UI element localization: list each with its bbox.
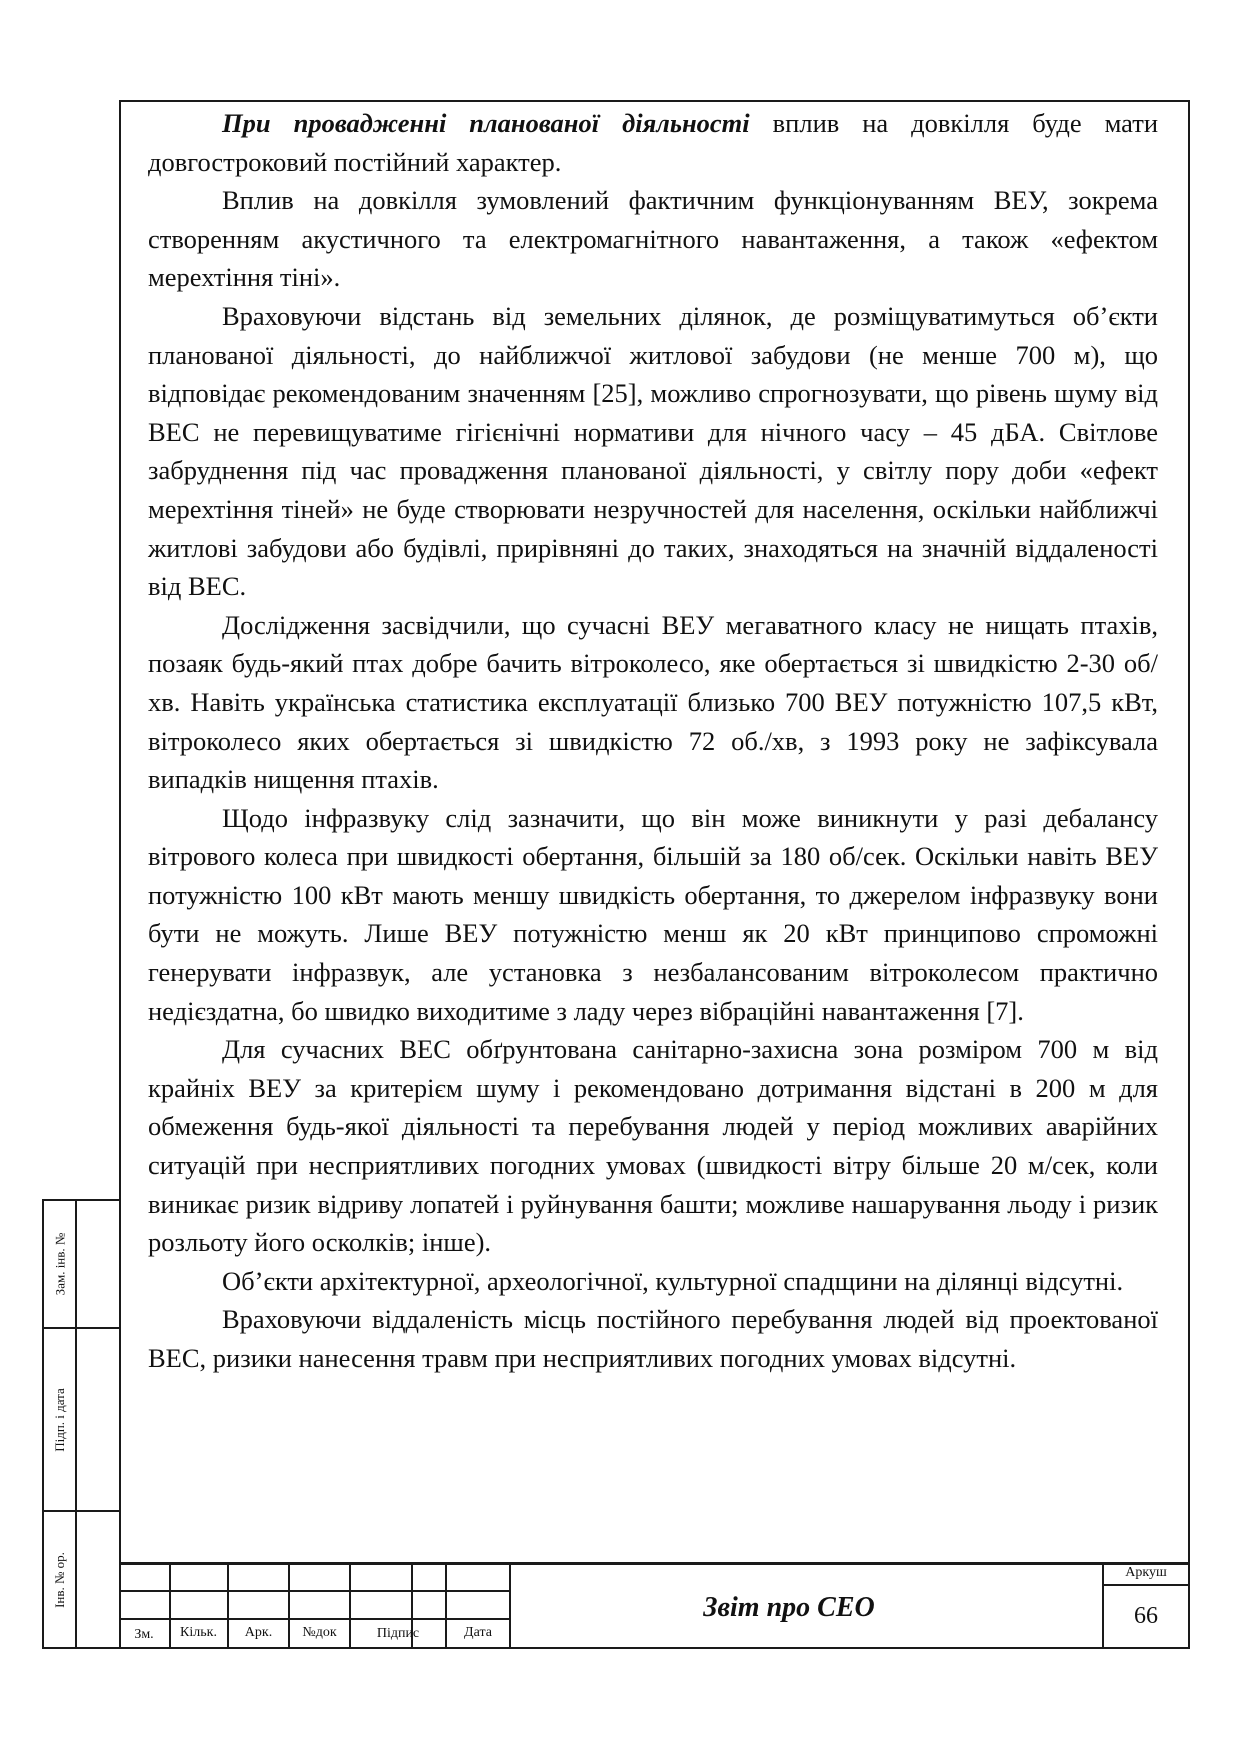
column-label-sheet: Арк. <box>244 1625 273 1640</box>
paragraph-5: Щодо інфразвуку слід зазначити, що він може виникнути у разі дебалансу вітрового колеса при швидкості обертання, більшій за 180 об/сек. Оскільки навіть ВЕУ потужністю 100 кВт мають меншу швидкість обертання, то джерелом інфразвуку вони бути не можуть. Лише ВЕУ потужністю менш як 20 кВт принципово спроможні генерувати інфразвук, але установка з незбалансованим вітроколесом практично недієздатна, бо швидко виходитиме з ладу через вібраційні навантаження [7]. <box>148 802 1158 1026</box>
paragraph-6: Для сучасних ВЕС обґрунтована санітарно-захисна зона розміром 700 м від крайніх ВЕУ за критерієм шуму і рекомендовано дотримання відстані в 200 м для обмеження будь-якої діяльності та перебування людей у період можливих аварійних ситуацій при несприятливих погодних умовах (швидкості вітру більше 20 м/сек, коли виникає ризик відриву лопатей і руйнування башти; можливе нашарування льоду і ризик розльоту його осколків; інше). <box>148 1034 1158 1258</box>
paragraph-3: Враховуючи відстань від земельних ділянок, де розміщуватимуться об’єкти планованої діяльності, до найближчої житлової забудови (не менше 700 м), що відповідає рекомендованим значенням [25], можливо спрогнозувати, що рівень шуму від ВЕС не перевищуватиме гігієнічні нормативи для нічного часу – 45 дБА. Світлове забруднення під час провадження планованої діяльності, у світлу пору доби «ефект мерехтіння тіней» не буде створювати незручностей для населення, оскільки найближчі житлові забудови або будівлі, прирівняні до таких, знаходяться на значній віддаленості від ВЕС. <box>148 300 1158 602</box>
title-block <box>119 1562 1190 1649</box>
paragraph-1-lead: При провадженні планованої діяльності <box>222 108 750 138</box>
column-label-quantity: Кільк. <box>180 1625 217 1640</box>
sheet-label: Аркуш <box>1125 1565 1167 1580</box>
left-stamp-label-replacement: Зам. інв. № <box>52 1232 67 1296</box>
left-stamp <box>42 1199 121 1649</box>
paragraph-4: Дослідження засвідчили, що сучасні ВЕУ мегаватного класу не нищать птахів, позаяк будь-який птах добре бачить вітроколесо, яке обертається зі швидкістю 2-30 об/хв. Навіть українська статистика експлуатації близько 700 ВЕУ потужністю 107,5 кВт, вітроколесо яких обертається зі швидкістю 72 об./хв, з 1993 року не зафіксувала випадків нищення птахів. <box>148 609 1158 795</box>
left-stamp-label-signature-date: Підп. і дата <box>52 1387 67 1452</box>
document-title: Звіт про СЕО <box>703 1592 875 1623</box>
paragraph-8: Враховуючи віддаленість місць постійного перебування людей від проектованої ВЕС, ризики нанесення травм при несприятливих погодних умовах відсутні. <box>148 1304 1158 1373</box>
page-number: 66 <box>1134 1603 1158 1629</box>
paragraph-1-text: вплив на довкілля буде мати довгостроковий постійний характер. <box>148 108 1158 177</box>
paragraph-7: Об’єкти архітектурної, археологічної, культурної спадщини на ділянці відсутні. <box>222 1265 1124 1296</box>
column-label-signature: Підпис <box>376 1626 420 1641</box>
left-stamp-label-original-inventory: Інв. № ор. <box>52 1552 68 1608</box>
paragraph-1 <box>148 104 1158 181</box>
column-label-document-number: №док <box>302 1625 337 1640</box>
column-label-change: Зм. <box>134 1627 154 1642</box>
paragraph-2: Вплив на довкілля зумовлений фактичним функціонуванням ВЕУ, зокрема створенням акустичного та електромагнітного навантаження, а також «ефектом мерехтіння тіні». <box>148 185 1158 293</box>
column-label-date: Дата <box>464 1625 492 1640</box>
document-body <box>148 104 1158 1378</box>
